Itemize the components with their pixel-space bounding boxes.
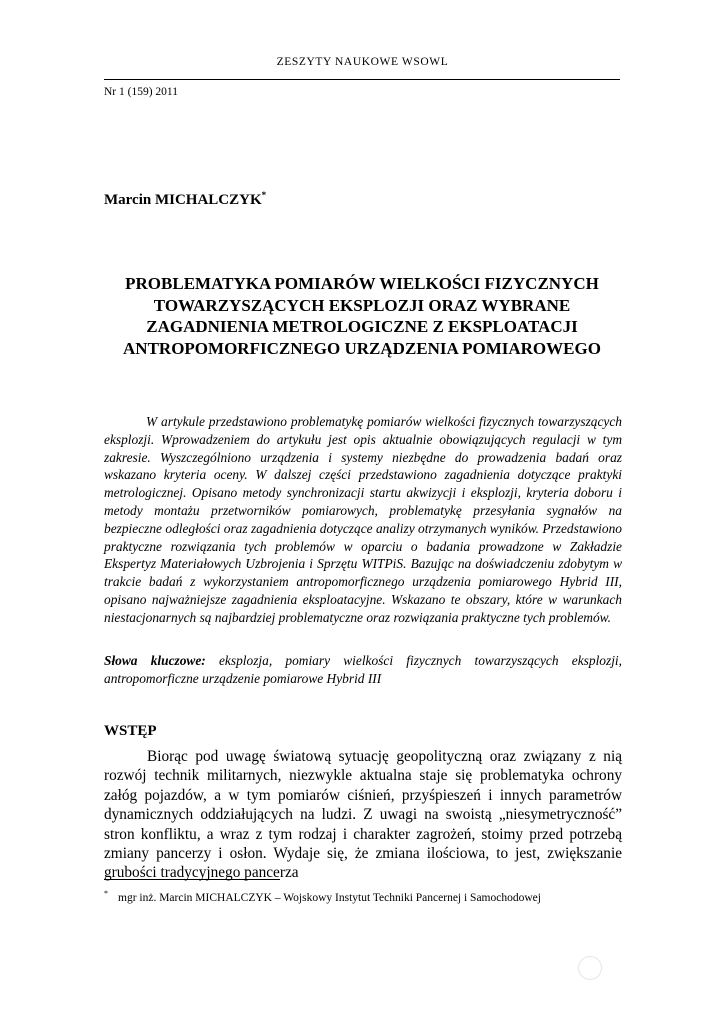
body-paragraph	[104, 747, 622, 883]
header-rule	[104, 79, 620, 80]
title-line: ANTROPOMORFICZNEGO URZĄDZENIA POMIAROWEGO	[123, 338, 601, 358]
paper-title	[104, 273, 620, 359]
author-footnote-mark: *	[261, 190, 267, 200]
footnote-mark: *	[104, 889, 108, 898]
title-line: ZAGADNIENIA METROLOGICZNE Z EKSPLOATACJI	[146, 317, 578, 336]
body-paragraph-text: Biorąc pod uwagę światową sytuację geopolityczną oraz związany z nią rozwój technik militarnych, niezwykle aktualna staje się problematyka ochrony załóg pojazdów, a w tym pomiarów ciśnień, przyśpieszeń i innych parametrów dynamicznych oddziałujących na ludzi. Z uwagi na swoistą „niesymetryczność” stron konfliktu, a wraz z tym rodzaj i charakter zagrożeń, stoimy przed potrzebą zmiany pancerzy i osłon. Wydaje się, że zmiana ilościowa, to jest, zwiększanie grubości tradycyjnego pancerza	[104, 748, 622, 882]
keywords-text: eksplozja, pomiary wielkości fizycznych towarzyszących eksplozji, antropomorficzne urządzenie pomiarowe Hybrid III	[104, 653, 622, 686]
issue-number: Nr 1 (159) 2011	[104, 86, 178, 98]
footnote	[104, 889, 541, 904]
keywords	[104, 652, 622, 688]
title-line: TOWARZYSZĄCYCH EKSPLOZJI ORAZ WYBRANE	[153, 295, 571, 315]
footnote-text: mgr inż. Marcin MICHALCZYK – Wojskowy Instytut Techniki Pancernej i Samochodowej	[118, 892, 541, 904]
keywords-label: Słowa kluczowe:	[104, 653, 206, 668]
section-heading: WSTĘP	[104, 723, 157, 739]
watermark-seal-icon	[578, 956, 602, 980]
journal-header: ZESZYTY NAUKOWE WSOWL	[276, 56, 449, 68]
title-line: PROBLEMATYKA POMIARÓW WIELKOŚCI FIZYCZNYCH	[125, 274, 599, 293]
abstract	[104, 413, 622, 627]
abstract-text: W artykule przedstawiono problematykę pomiarów wielkości fizycznych towarzyszących eksplozji. Wprowadzeniem do artykułu jest opis aktualnie obowiązujących regulacji w tym zakresie. Wyszczególniono urządzenia i systemy niezbędne do prowadzenia badań oraz wskazano kryteria oceny. W dalszej części przedstawiono zagadnienia dotyczące praktyki metrologicznej. Opisano metody synchronizacji startu akwizycji i eksplozji, kryteria doboru i metody montażu przetworników pomiarowych, problematykę przesyłania sygnałów na bezpieczne odległości oraz zagadnienia dotyczące analizy otrzymanych wyników. Przedstawiono praktyczne rozwiązania tych problemów w oparciu o badania prowadzone w Zakładzie Ekspertyz Materiałowych Uzbrojenia i Sprzętu WITPiS. Bazując na doświadczeniu zdobytym w trakcie badań z wykorzystaniem antropomorficznego urządzenia pomiarowego Hybrid III, opisano najważniejsze zagadnienia eksploatacyjne. Wskazano te obszary, które w warunkach niestacjonarnych są najbardziej problematyczne oraz rozwiązania praktyczne tych problemów.	[104, 414, 622, 625]
author	[104, 190, 266, 209]
footnote-rule	[104, 879, 280, 880]
author-name: Marcin MICHALCZYK	[104, 192, 262, 208]
